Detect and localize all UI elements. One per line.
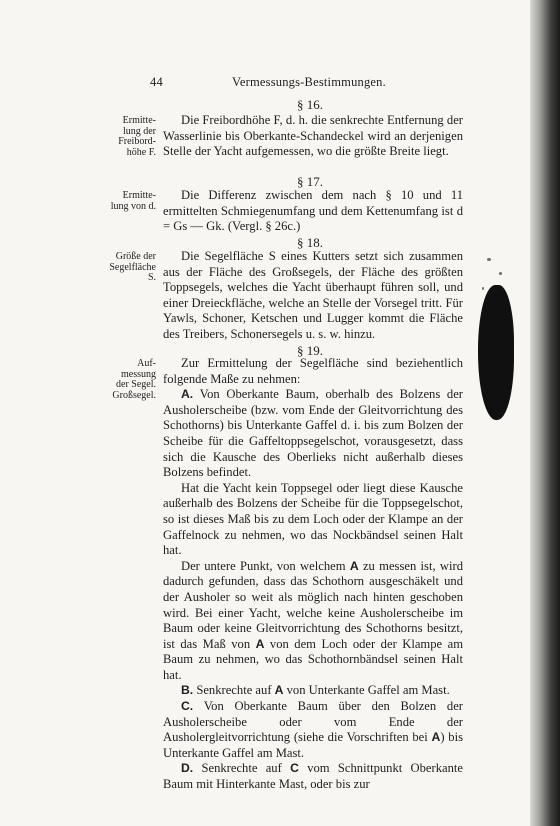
paragraph: Die Freibordhöhe F, d. h. die senkrechte Entfernung der Wasserlinie bis Oberkante-Schandeckel wird an derjenigen Stelle der Yacht aufgemessen, wo die größte Breite liegt.	[163, 113, 463, 159]
paragraph-b: B. Senkrechte auf A von Unterkante Gaffel am Mast.	[181, 683, 450, 698]
section-17-text	[163, 188, 463, 235]
section-17-heading: § 17.	[297, 174, 323, 189]
paragraph: Die Segelfläche S eines Kutters setzt sich zusammen aus der Fläche des Großsegels, der Fläche des größten Toppsegels, welches die Yacht überhaupt führen soll, und einer Dreieckfläche, welche an Stelle der Vorsegel tritt. Für Yawls, Schoner, Ketschen und Lugger kommt die Fläche des Treibers, Schonersegels u. s. w. hinzu.	[163, 249, 463, 341]
page-edge-shadow	[530, 0, 560, 826]
margin-note-18: Größe der Segelfläche S.	[109, 251, 156, 283]
margin-note-19: Auf- messung der Segel. Großsegel.	[112, 358, 156, 401]
section-16-heading: § 16.	[297, 97, 323, 112]
section-19-text	[163, 356, 463, 793]
margin-note-17: Ermitte- lung von d.	[110, 190, 156, 212]
section-18-heading: § 18.	[297, 235, 323, 250]
ink-speck	[487, 258, 491, 261]
measure-label-b: B.	[181, 683, 194, 698]
paragraph-toppsegel: Hat die Yacht kein Toppsegel oder liegt diese Kausche außerhalb des Bolzens der Scheibe für die Toppsegelschot, so ist dieses Maß bis zu dem Loch oder der Klampe an der Gaffelnock zu nehmen, wo das Nockbändsel seinen Halt hat.	[163, 480, 463, 558]
section-18-text	[163, 249, 463, 343]
ink-speck	[499, 272, 502, 275]
page-number: 44	[150, 75, 163, 89]
paragraph: Die Differenz zwischen dem nach § 10 und 11 ermittelten Schmiegenumfang und dem Kettenumfang ist d = Gs — Gk. (Vergl. § 26c.)	[163, 188, 463, 234]
paragraph-intro: Zur Ermittelung der Segelfläche sind beziehentlich folgende Maße zu nehmen:	[163, 356, 463, 386]
measure-label-a: A.	[181, 387, 194, 402]
measure-label-c: C.	[181, 699, 194, 714]
section-19-heading: § 19.	[297, 343, 323, 358]
ink-speck	[482, 287, 484, 290]
running-title: Vermessungs-Bestimmungen.	[232, 75, 386, 89]
ink-blot	[478, 285, 514, 420]
paragraph-d: D. Senkrechte auf C vom Schnittpunkt Oberkante Baum mit Hinterkante Mast, oder bis zur	[163, 761, 463, 792]
paragraph-a: A. Von Oberkante Baum, oberhalb des Bolzens der Ausholerscheibe (bzw. vom Ende der Gleitvorrichtung des Schothorns) bis Unterkante Gaffel d. i. bis zum Bolzen der Scheibe für die Gaffeltoppsegelschot, vorausgesetzt, dass sich die Kausche des Oberlieks nicht außerhalb dieses Bolzens befindet.	[163, 387, 463, 480]
section-16-text	[163, 113, 463, 160]
paragraph-c: C. Von Oberkante Baum über den Bolzen der Ausholerscheibe oder vom Ende der Ausholergleitvorrichtung (siehe die Vorschriften bei A) bis Unterkante Gaffel am Mast.	[163, 699, 463, 760]
measure-label-d: D.	[181, 761, 194, 776]
paragraph-lower-point: Der untere Punkt, von welchem A zu messen ist, wird dadurch gefunden, dass das Schothorn ausgeschäkelt und der Ausholer so weit als möglich nach hinten geschoben wird. Bei einer Yacht, welche keine Ausholerscheibe im Baum oder keine Gleitvorrichtung des Schothorns besitzt, ist das Maß von A von dem Loch oder der Klampe am Baum zu nehmen, wo das Schothornbändsel seinen Halt hat.	[163, 558, 464, 682]
margin-note-16: Ermitte- lung der Freibord- höhe F.	[118, 115, 156, 158]
